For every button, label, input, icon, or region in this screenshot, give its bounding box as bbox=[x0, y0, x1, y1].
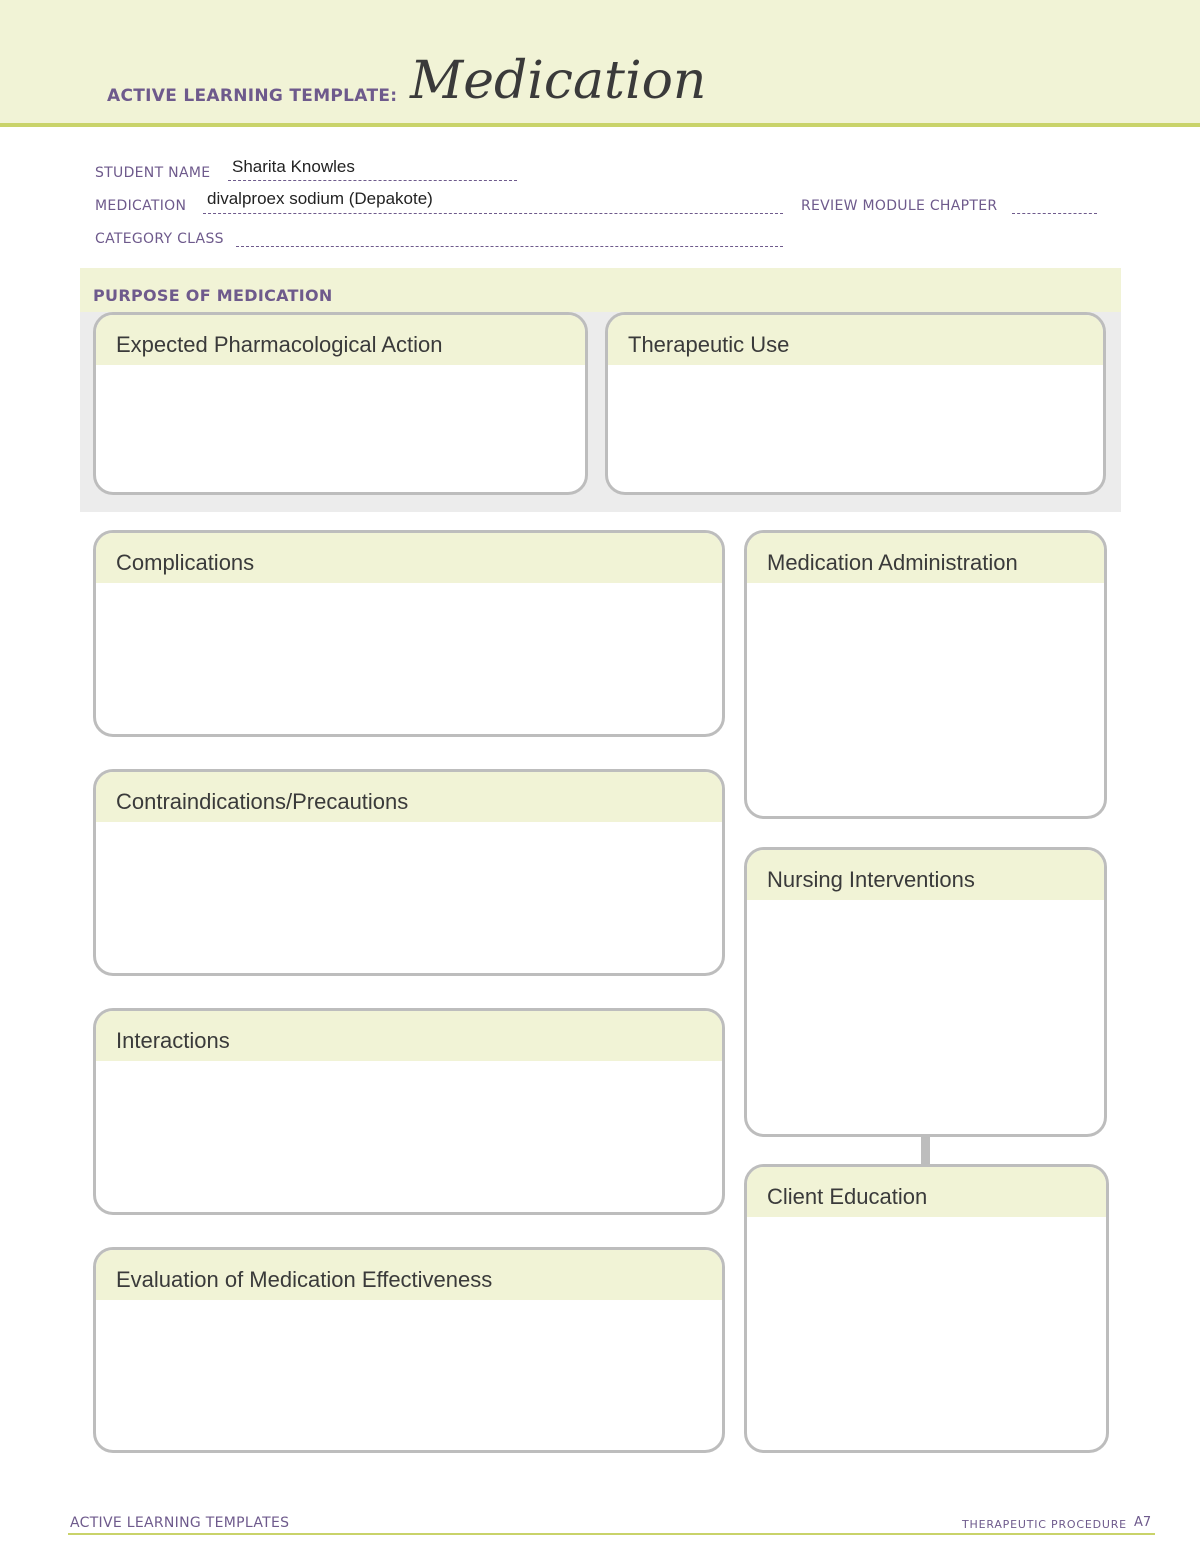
expected-action-heading: Expected Pharmacological Action bbox=[96, 315, 585, 365]
header-divider bbox=[0, 123, 1200, 127]
therapeutic-use-box[interactable] bbox=[605, 312, 1106, 495]
footer-right-text: THERAPEUTIC PROCEDURE bbox=[962, 1518, 1127, 1531]
complications-heading: Complications bbox=[96, 533, 722, 583]
medication-administration-box[interactable] bbox=[744, 530, 1107, 819]
expected-action-box[interactable] bbox=[93, 312, 588, 495]
page-number: A7 bbox=[1134, 1515, 1152, 1530]
evaluation-heading: Evaluation of Medication Effectiveness bbox=[96, 1250, 722, 1300]
client-education-heading: Client Education bbox=[747, 1167, 1106, 1217]
page-title: Medication bbox=[410, 51, 707, 111]
footer-divider bbox=[68, 1533, 1155, 1535]
evaluation-box[interactable] bbox=[93, 1247, 725, 1453]
medication-field[interactable]: divalproex sodium (Depakote) bbox=[207, 189, 433, 208]
interactions-heading: Interactions bbox=[96, 1011, 722, 1061]
contraindications-heading: Contraindications/Precautions bbox=[96, 772, 722, 822]
review-module-chapter-label: REVIEW MODULE CHAPTER bbox=[801, 198, 998, 214]
medication-label: MEDICATION bbox=[95, 198, 187, 214]
complications-box[interactable] bbox=[93, 530, 725, 737]
nursing-interventions-heading: Nursing Interventions bbox=[747, 850, 1104, 900]
student-name-label: STUDENT NAME bbox=[95, 165, 211, 181]
student-name-field[interactable]: Sharita Knowles bbox=[232, 157, 355, 176]
review-module-chapter-line bbox=[1012, 213, 1097, 214]
category-class-label: CATEGORY CLASS bbox=[95, 231, 224, 247]
category-class-line bbox=[236, 246, 783, 247]
contraindications-box[interactable] bbox=[93, 769, 725, 976]
footer-left-text: ACTIVE LEARNING TEMPLATES bbox=[70, 1515, 290, 1531]
box-connector bbox=[921, 1135, 930, 1166]
nursing-interventions-box[interactable] bbox=[744, 847, 1107, 1137]
interactions-box[interactable] bbox=[93, 1008, 725, 1215]
therapeutic-use-heading: Therapeutic Use bbox=[608, 315, 1103, 365]
medication-line bbox=[203, 213, 783, 214]
medication-administration-heading: Medication Administration bbox=[747, 533, 1104, 583]
purpose-label: PURPOSE OF MEDICATION bbox=[93, 286, 333, 305]
template-label: ACTIVE LEARNING TEMPLATE: bbox=[107, 86, 398, 106]
student-name-line bbox=[228, 180, 517, 181]
client-education-box[interactable] bbox=[744, 1164, 1109, 1453]
